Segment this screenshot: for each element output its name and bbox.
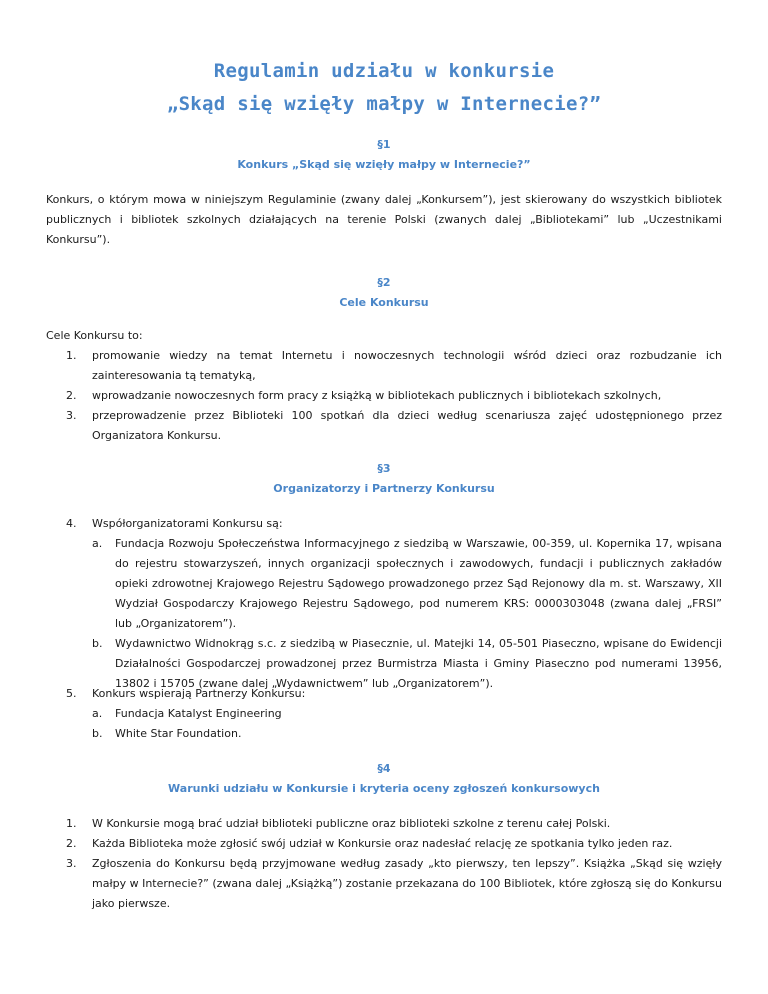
section-4-number: §4 bbox=[377, 762, 391, 775]
sublist-item: Fundacja Katalyst Engineering bbox=[115, 707, 282, 720]
list-item: przeprowadzenie przez Biblioteki 100 spotkań dla dzieci według scenariusza zajęć udostępnionego przez Organizatora Konkursu. bbox=[92, 409, 722, 442]
sublist-item: Fundacja Rozwoju Społeczeństwa Informacyjnego z siedzibą w Warszawie, 00-359, ul. Kopernika 17, wpisana do rejestru stowarzyszeń, innych organizacji społecznych i zawodowych, fundacji i publicznych zakładów opieki zdrowotnej Krajowego Rejestru Sądowego prowadzonego przez Sąd Rejonowy dla m. st. Warszawy, XII Wydział Gospodarczy Krajowego Rejestru Sądowego, pod numerem KRS: 0000303048 (zwana dalej „FRSI” lub „Organizatorem”). bbox=[115, 537, 722, 630]
section-3-title: Organizatorzy i Partnerzy Konkursu bbox=[273, 482, 495, 495]
list-item-number: 1. bbox=[66, 349, 77, 362]
document-title-line2: „Skąd się wzięły małpy w Internecie?” bbox=[166, 93, 602, 115]
section-3-number: §3 bbox=[377, 462, 391, 475]
list-item-number: 2. bbox=[66, 389, 77, 402]
section-1-text: Konkurs, o którym mowa w niniejszym Regulaminie (zwany dalej „Konkursem”), jest skierowany do wszystkich bibliotek publicznych i bibliotek szkolnych działających na terenie Polski (zwanych dalej „Bibliotekami” lub „Uczestnikami Konkursu”). bbox=[46, 193, 722, 246]
list-item-number: 1. bbox=[66, 817, 77, 830]
list-item-number: 3. bbox=[66, 409, 77, 422]
list-item-number: 5. bbox=[66, 687, 77, 700]
sublist-item: White Star Foundation. bbox=[115, 727, 242, 740]
sublist-item-letter: b. bbox=[92, 727, 103, 740]
list-item: promowanie wiedzy na temat Internetu i nowoczesnych technologii wśród dzieci oraz rozbudzanie ich zainteresowania tą tematyką, bbox=[92, 349, 722, 382]
section-1-title: Konkurs „Skąd się wzięły małpy w Internecie?” bbox=[237, 158, 531, 171]
list-item: Każda Biblioteka może zgłosić swój udział w Konkursie oraz nadesłać relację ze spotkania tylko jeden raz. bbox=[92, 837, 673, 850]
list-item: wprowadzanie nowoczesnych form pracy z książką w bibliotekach publicznych i bibliotekach szkolnych, bbox=[92, 389, 662, 402]
section-2-title: Cele Konkursu bbox=[339, 296, 429, 309]
list-item: Współorganizatorami Konkursu są: bbox=[92, 517, 283, 530]
list-item-number: 4. bbox=[66, 517, 77, 530]
sublist-item: Wydawnictwo Widnokrąg s.c. z siedzibą w Piasecznie, ul. Matejki 14, 05-501 Piaseczno, wpisane do Ewidencji Działalności Gospodarczej prowadzonej przez Burmistrza Miasta i Gminy Piaseczno pod numerami 13956, 13802 i 15705 (zwane dalej „Wydawnictwem” lub „Organizatorem”). bbox=[115, 637, 722, 690]
sublist-item-letter: b. bbox=[92, 637, 103, 650]
sublist-item-letter: a. bbox=[92, 707, 103, 720]
section-2-number: §2 bbox=[377, 276, 391, 289]
list-item: W Konkursie mogą brać udział biblioteki publiczne oraz biblioteki szkolne z terenu całej Polski. bbox=[92, 817, 611, 830]
section-2-intro: Cele Konkursu to: bbox=[46, 329, 143, 342]
section-4-title: Warunki udziału w Konkursie i kryteria oceny zgłoszeń konkursowych bbox=[168, 782, 600, 795]
list-item-number: 2. bbox=[66, 837, 77, 850]
section-1-number: §1 bbox=[377, 138, 391, 151]
sublist-item-letter: a. bbox=[92, 537, 103, 550]
list-item: Konkurs wspierają Partnerzy Konkursu: bbox=[92, 687, 306, 700]
document-title-line1: Regulamin udziału w konkursie bbox=[213, 60, 555, 82]
list-item: Zgłoszenia do Konkursu będą przyjmowane według zasady „kto pierwszy, ten lepszy”. Książka „Skąd się wzięły małpy w Internecie?” (zwana dalej „Książką”) zostanie przekazana do 100 Bibliotek, które zgłoszą się do Konkursu jako pierwsze. bbox=[92, 857, 722, 910]
list-item-number: 3. bbox=[66, 857, 77, 870]
